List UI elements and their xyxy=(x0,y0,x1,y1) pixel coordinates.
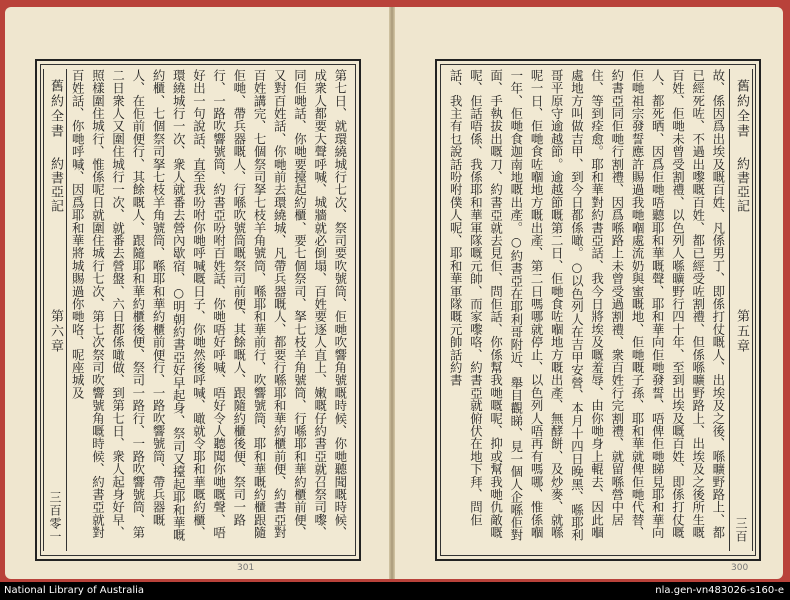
right-body-column: 故、係因爲出埃及嘅百姓、凡係男丁、即係打仗嘅人、出埃及之後、喺曠野路上、都已經死咗、不過出嚟嘅百姓、都已經受咗割禮、但係喺曠野路上、出埃及之後所生嘅百姓、佢哋未曾受割禮、以色列人喺曠野行四十年、至到出埃及嘅百姓、即係打仗嘅人、都死晒、因爲佢哋唔聽耶和華嘅聲、耶和華向佢哋發誓、唔俾佢哋睇見耶和華向佢哋祖宗發誓應許賜過我哋嗰處流奶與蜜嘅地、佢哋嘅子孫、耶和華就俾佢哋代替、約書亞同佢哋行割禮、因爲喺路上未曾受過割禮、衆百姓行完割禮、就留喺營中居住、等到痊愈。耶和華對約書亞話、我今日將埃及嘅羞辱、由你哋身上輥去、因此嗰處地方叫做吉甲、到今日都係噉。○以色列人在吉甲安營、本月十四日晚黑、喺耶利哥平原守逾越節。逾越節嘅第二日、佢哋食咗嗰地方嘅出產、無酵餅、及炒麥、就喺呢一日、佢哋食咗嗰地方嘅出產、第二日嗎哪就停止、以色列人唔再有嗎哪、惟係嗰一年、佢哋食迦南地嘅出產。○約書亞在耶利哥附近、舉目觀睇、見一個人企喺佢對面、手執拔出嘅刀、約書亞就去見佢、問佢話、你係幫我哋嘅呢、抑或幫我哋仇敵嘅呢、佢話唔係、我係耶和華軍隊嘅元帥、而家嚟咯、約書亞就俯伏在地下拜、問佢話、我主有乜說話吩咐僕人呢、耶和華軍隊嘅元帥話約書 xyxy=(448,69,726,542)
left-running-chapter: 第六章 xyxy=(48,309,63,354)
left-page-stamp: 301 xyxy=(237,563,255,573)
right-body-text xyxy=(445,69,729,551)
left-body-column: 第七日、就環繞城行七次、祭司要吹號筒、佢哋吹響角號嘅時候、你哋聽聞嘅時候、成衆人都要大聲呼喊、城牆就必倒塌、百姓要逐人直上、嫩嘅仔約書亞就召祭司嚟、同佢哋話、你哋要擡起約櫃、要七個祭司、拏七枝羊角號筒、行喺耶和華約櫃前便、又對百姓話、你哋前去環繞城、凡帶兵器嘅人、都要行喺耶和華約櫃前便、約書亞對百姓講完、七個祭司拏七枝羊角號筒、喺耶和華前行、吹響號筒、耶和華嘅約櫃跟隨佢哋、帶兵器嘅人、行喺吹號筒嘅祭司前便、其餘嘅人、跟隨約櫃後便、祭司一路行、一路吹響號筒、約書亞吩咐百姓話、你哋唔好呼喊、唔好令人聽聞你哋嘅聲、唔好出一句說話、直至我吩咐你哋呼喊嘅日子、你哋然後呼喊、噉就令耶和華嘅約櫃、環繞城行一次、衆人就番去營內歇宿、○明朝約書亞好早起身、祭司又擡起耶和華嘅約櫃、七個祭司拏七枝羊角號筒、喺耶和華約櫃前便行、一路吹響號筒、帶兵器嘅人、在佢前便行、其餘嘅人、跟隨耶和華約櫃後便、祭司一路行、一路吹響號筒、第二日衆人又圍住城行一次、就番去營盤、六日都係噉做、到第七日、衆人起身好早、照樣圍住城行、惟係呢日就圍住城行七次、第七次祭司吹響號角嘅時候、約書亞就對百姓話、你哋呼喊、因爲耶和華將城賜過你哋咯、呢座城及 xyxy=(70,69,348,542)
book-spread xyxy=(3,3,787,581)
right-page-stamp: 300 xyxy=(731,563,749,573)
left-page xyxy=(5,7,389,579)
left-running-title: 舊約全書 xyxy=(48,79,63,139)
image-identifier: nla.gen-vn483026-s160-e xyxy=(655,585,784,596)
left-text-frame xyxy=(35,59,361,561)
left-running-subtitle: 約書亞記 xyxy=(48,157,63,213)
left-inner-border xyxy=(40,64,356,556)
right-text-frame xyxy=(435,59,761,561)
library-footer xyxy=(0,582,790,600)
right-page-number: 三百 xyxy=(734,517,748,543)
library-name: National Library of Australia xyxy=(4,585,145,596)
left-page-number: 三百零一 xyxy=(48,491,62,543)
right-running-subtitle: 約書亞記 xyxy=(734,157,749,213)
right-running-head xyxy=(729,69,753,551)
right-page xyxy=(395,7,783,579)
right-running-title: 舊約全書 xyxy=(734,79,749,139)
left-running-head xyxy=(43,69,67,551)
right-running-chapter: 第五章 xyxy=(734,309,749,354)
left-body-text xyxy=(67,69,351,551)
right-inner-border xyxy=(440,64,756,556)
